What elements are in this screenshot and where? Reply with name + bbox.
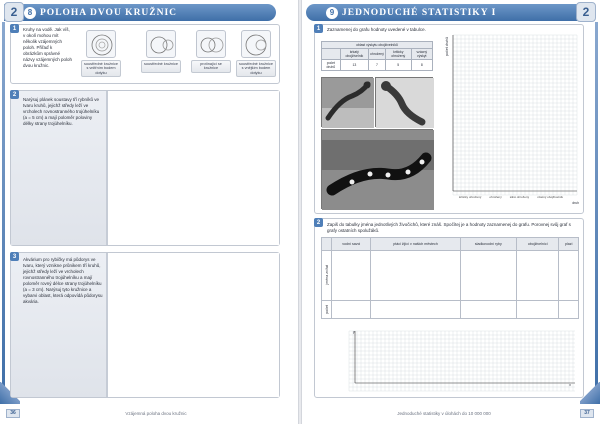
circle-image bbox=[241, 30, 271, 58]
table-header: obojživelníci bbox=[517, 238, 559, 251]
input-cell[interactable] bbox=[559, 251, 579, 301]
input-cell[interactable] bbox=[371, 301, 460, 319]
graph-x-label: ohrožený bbox=[489, 195, 502, 199]
table-header: kriticky ohrožený bbox=[385, 49, 411, 60]
task-text: Akvárium pro rybičky má půdorys ve tvaru, který vznikne průnikem tří kruhů, jejichž středy leží ve vrcholech rovnostranného trojúhelníku a mají poloměr rovný délce strany trojúhelníku (a = 3 cm). Narýsuj tyto kružnice a vybarvi oblast, která odpovídá půdorysu akvária. bbox=[23, 257, 103, 304]
input-cell[interactable] bbox=[332, 301, 371, 319]
input-cell[interactable] bbox=[460, 301, 516, 319]
input-cell[interactable] bbox=[460, 251, 516, 301]
section-title: POLOHA DVOU KRUŽNIC bbox=[40, 7, 178, 18]
row-label: počet bbox=[324, 304, 329, 314]
table-cell: počet druhů bbox=[322, 60, 341, 71]
drawing-area[interactable] bbox=[107, 253, 279, 397]
table-header: vzácný výskyt bbox=[411, 49, 432, 60]
graph-x-label: vzácný obojživelník bbox=[537, 195, 563, 199]
table-header: vodní savci bbox=[332, 238, 371, 251]
section-title: JEDNODUCHÉ STATISTIKY I bbox=[342, 7, 497, 18]
task-number: 2 bbox=[314, 218, 323, 227]
section-badge: 9 bbox=[326, 7, 338, 19]
animals-table bbox=[321, 237, 579, 319]
row-label-cell bbox=[322, 301, 332, 319]
circle-image bbox=[86, 30, 116, 58]
table-cell: 7 bbox=[369, 60, 386, 71]
animals-graph-grid[interactable] bbox=[345, 329, 577, 393]
task-number: 1 bbox=[10, 24, 19, 33]
page-number: 36 bbox=[6, 409, 20, 418]
footer-text: Jednoduché statistiky v úlohách do 10 000 000 bbox=[397, 410, 491, 416]
right-footer bbox=[308, 408, 594, 418]
table-cell: 13 bbox=[340, 60, 368, 71]
chapter-number: 2 bbox=[4, 2, 24, 22]
table-header: sladkovodní ryby bbox=[460, 238, 516, 251]
input-cell[interactable] bbox=[332, 251, 371, 301]
graph-x-axis-label: x bbox=[569, 383, 571, 387]
circle-image bbox=[196, 30, 226, 58]
table-header: ptáci žijící v našich městech bbox=[371, 238, 460, 251]
table-cell: 8 bbox=[411, 60, 432, 71]
input-cell[interactable] bbox=[371, 251, 460, 301]
choice-label: soustředné kružnice bbox=[141, 60, 181, 73]
bar-graph-grid[interactable] bbox=[443, 31, 581, 211]
table-cell: 5 bbox=[385, 60, 411, 71]
right-header bbox=[306, 4, 578, 21]
task-3 bbox=[10, 252, 280, 398]
drawing-area[interactable] bbox=[107, 91, 279, 245]
table-header bbox=[322, 49, 341, 60]
circle-image bbox=[146, 30, 176, 58]
left-footer bbox=[6, 408, 292, 418]
table-header bbox=[322, 238, 332, 251]
species-table bbox=[321, 41, 433, 71]
row-label: jména zvířat bbox=[324, 265, 329, 285]
choice-label: soustředné kružnice s vnějším bodem dotyku bbox=[236, 60, 276, 77]
row-label-cell bbox=[322, 251, 332, 301]
table-header: krkatý obojživelník bbox=[340, 49, 368, 60]
task-number: 2 bbox=[10, 90, 19, 99]
right-page bbox=[302, 0, 600, 424]
graph-x-axis-label: druh bbox=[572, 201, 579, 205]
task-text: Narýsuj plánek soustavy tří rybníků ve tvaru kruhů, jejichž středy leží ve vrcholech rovnostranného trojúhelníku (a = 5 cm) a mají poloměr poloviny délky strany trojúhelníku. bbox=[23, 97, 100, 126]
left-header bbox=[4, 4, 276, 21]
section-badge: 8 bbox=[24, 7, 36, 19]
table-caption: oblast výskytu obojživelníků bbox=[322, 42, 433, 49]
circle-choice-2[interactable] bbox=[141, 30, 181, 76]
salamander-photo bbox=[321, 129, 433, 209]
graph-y-axis-label: počet druhů bbox=[445, 37, 449, 56]
input-cell[interactable] bbox=[517, 301, 559, 319]
circle-choice-1[interactable] bbox=[81, 30, 121, 76]
newt-photo bbox=[375, 77, 433, 127]
stats-task-2 bbox=[314, 218, 584, 398]
left-page bbox=[0, 0, 298, 424]
task-number: 3 bbox=[10, 252, 19, 261]
graph-x-label: silně ohrožený bbox=[509, 195, 530, 199]
stats-task-1 bbox=[314, 24, 584, 214]
chapter-number: 2 bbox=[576, 2, 596, 22]
choice-label: protínající se kružnice bbox=[191, 60, 231, 73]
left-ribbon bbox=[2, 22, 5, 398]
input-cell[interactable] bbox=[517, 251, 559, 301]
task-1 bbox=[10, 24, 280, 84]
task-number: 1 bbox=[314, 24, 323, 33]
circle-choice-4[interactable] bbox=[236, 30, 276, 76]
right-ribbon bbox=[595, 22, 598, 398]
graph-y-axis-label: y bbox=[353, 330, 355, 334]
page-number: 37 bbox=[580, 409, 594, 418]
circle-choice-3[interactable] bbox=[191, 30, 231, 76]
task-text: Kruhy na vodě. Jak víš, v okolí mohou mít několik vzájemných poloh. Přiřaď k obrázkům správné názvy vzájemných poloh dvou kružnic. bbox=[23, 27, 73, 68]
table-header: plazi bbox=[559, 238, 579, 251]
footer-text: Vzájemná poloha dvou kružnic bbox=[125, 410, 187, 416]
table-header: ohrožený bbox=[369, 49, 386, 60]
input-cell[interactable] bbox=[559, 301, 579, 319]
graph-x-label: kriticky ohrožený bbox=[459, 195, 482, 199]
task-2 bbox=[10, 90, 280, 246]
task-text: Zaznamenej do grafu hodnoty uvedené v tabulce. bbox=[327, 27, 426, 32]
newt-photo bbox=[321, 77, 373, 127]
choice-label: soustředné kružnice s vnitřním bodem dotyku bbox=[81, 60, 121, 77]
graph-x-labels bbox=[455, 195, 567, 199]
task-text: Zapiš do tabulky jména jednotlivých živočichů, které znáš. Spočítej je a hodnoty zaznamenej do grafu. Porovnej svůj graf s grafy ostatních spolužáků. bbox=[327, 222, 571, 233]
